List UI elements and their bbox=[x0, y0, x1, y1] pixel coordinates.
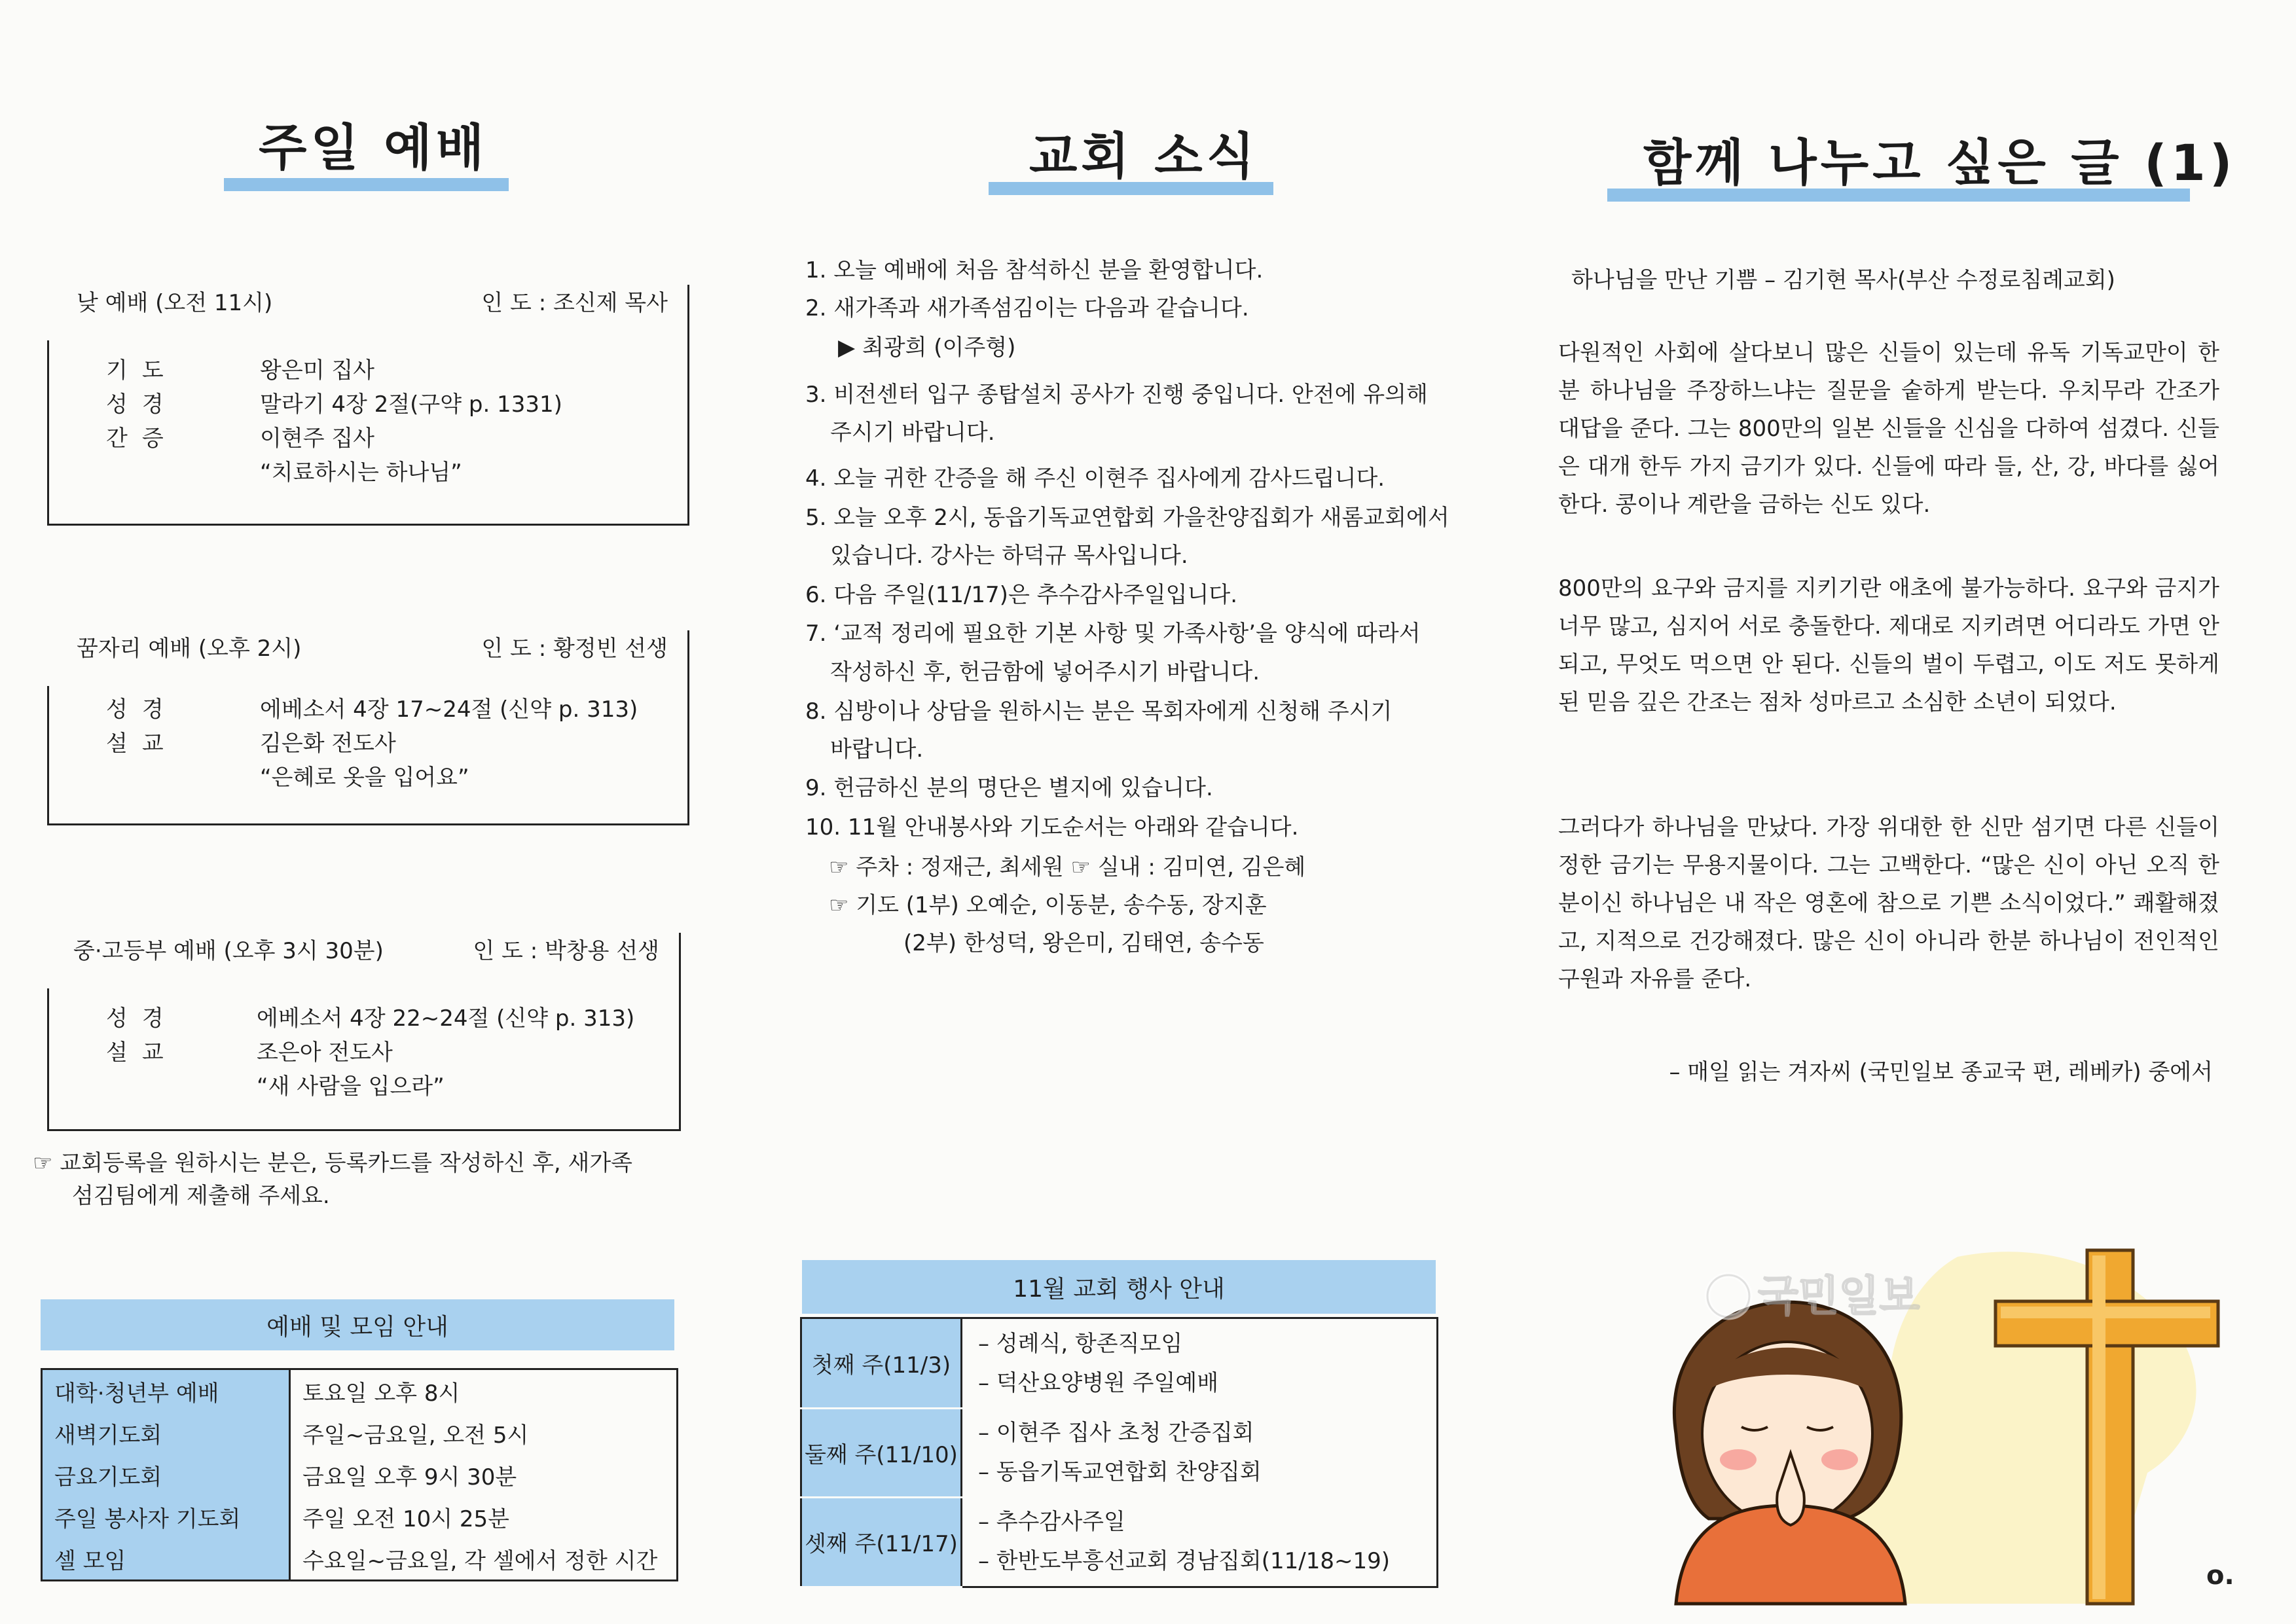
news-line: 4. 오늘 귀한 간증을 해 주신 이현주 집사에게 감사드립니다. bbox=[805, 465, 1385, 492]
table-row: 첫째 주(11/3) – 성례식, 항존직모임 – 덕산요양병원 주일예배 bbox=[801, 1318, 1438, 1409]
news-line: 9. 헌금하신 분의 명단은 별지에 있습니다. bbox=[805, 775, 1213, 801]
table-row: 둘째 주(11/10) – 이현주 집사 초청 간증집회 – 동읍기독교연합회 찬양집회 bbox=[801, 1408, 1438, 1497]
service-leader: 인 도 : 조신제 목사 bbox=[481, 290, 668, 316]
worship-title: 주일 예배 bbox=[259, 118, 488, 177]
share-paragraph-3: 그러다가 하나님을 만났다. 가장 위대한 한 신만 섬기면 다른 신들이 정한 금기는 무용지물이다. 그는 고백한다. “많은 신이 아닌 오직 한분이신 하나님은 내 작은 영혼에 참으로 기쁜 소식이었다.” 쾌활해졌고, 지적으로 건강해졌다. 많은 신이 아니라 한분 하나님이 전인적인 구원과 자유를 준다. bbox=[1558, 814, 2219, 992]
events-table-header: 11월 교회 행사 안내 bbox=[802, 1260, 1436, 1314]
info-table-header: 예배 및 모임 안내 bbox=[41, 1299, 674, 1350]
news-line: ▶ 최광희 (이주형) bbox=[838, 334, 1016, 361]
news-line: 작성하신 후, 헌금함에 넣어주시기 바랍니다. bbox=[830, 659, 1260, 685]
watermark-logo bbox=[1707, 1272, 1920, 1321]
service-name: 중·고등부 예배 (오후 3시 30분) bbox=[73, 938, 384, 964]
news-line: ☞ 기도 (1부) 오예순, 이동분, 송수동, 장지훈 bbox=[829, 892, 1267, 918]
share-title: 함께 나누고 싶은 글 (1) bbox=[1643, 134, 2236, 192]
news-line: 주시기 바랍니다. bbox=[830, 420, 995, 446]
share-source: – 매일 읽는 겨자씨 (국민일보 종교국 편, 레베카) 중에서 bbox=[1669, 1059, 2213, 1085]
table-row: 셋째 주(11/17) – 추수감사주일 – 한반도부흥선교회 경남집회(11/18~19) bbox=[801, 1497, 1438, 1587]
service-leader: 인 도 : 박창용 선생 bbox=[473, 938, 659, 964]
share-column bbox=[1558, 0, 2236, 1624]
share-subtitle: 하나님을 만난 기쁨 – 김기현 목사(부산 수정로침례교회) bbox=[1571, 267, 2115, 293]
news-column bbox=[786, 0, 1453, 1624]
news-line: 1. 오늘 예배에 처음 참석하신 분을 환영합니다. bbox=[805, 257, 1264, 283]
table-row: 대학·청년부 예배 토요일 오후 8시 bbox=[42, 1369, 678, 1413]
svg-text:국민일보: 국민일보 bbox=[1758, 1272, 1920, 1321]
news-line: 3. 비전센터 입구 종탑설치 공사가 진행 중입니다. 안전에 유의해 bbox=[805, 382, 1428, 408]
service-name: 낮 예배 (오전 11시) bbox=[77, 290, 273, 316]
news-line: 바랍니다. bbox=[830, 736, 924, 763]
table-row: 셀 모임 수요일~금요일, 각 셀에서 정한 시간 bbox=[42, 1538, 678, 1581]
events-table bbox=[800, 1317, 1438, 1588]
svg-text:o.: o. bbox=[2206, 1561, 2234, 1591]
info-table bbox=[41, 1368, 678, 1581]
service-box-day: 낮 예배 (오전 11시) 인 도 : 조신제 목사 기도 왕은미 집사 성경 말라기 4장 2절(구약 p. 1331) 간증 이현주 집사 “치료하시는 하나님” bbox=[47, 285, 689, 526]
news-line: (2부) 한성덕, 왕은미, 김태연, 송수동 bbox=[903, 930, 1264, 956]
service-box-youth: 중·고등부 예배 (오후 3시 30분) 인 도 : 박창용 선생 성경 에베소서 4장 22~24절 (신약 p. 313) 설교 조은아 전도사 “새 사람을 입으라” bbox=[47, 933, 681, 1131]
share-paragraph-2: 800만의 요구와 금지를 지키기란 애초에 불가능하다. 요구와 금지가 너무 많고, 심지어 서로 충돌한다. 제대로 지키려면 어디라도 가면 안 되고, 무엇도 먹으면 안 된다. 신들의 벌이 두렵고, 이도 저도 못하게 된 믿음 깊은 간조는 점차 성마르고 소심한 소년이 되었다. bbox=[1558, 575, 2219, 715]
news-line: 6. 다음 주일(11/17)은 추수감사주일입니다. bbox=[805, 582, 1237, 608]
registration-note: ☞ 교회등록을 원하시는 분은, 등록카드를 작성하신 후, 새가족 섬김팀에게 제출해 주세요. bbox=[33, 1150, 633, 1209]
table-row: 새벽기도회 주일~금요일, 오전 5시 bbox=[42, 1412, 678, 1454]
news-title: 교회 소식 bbox=[1029, 127, 1259, 185]
worship-column bbox=[33, 0, 694, 1624]
news-line: 2. 새가족과 새가족섬김이는 다음과 같습니다. bbox=[805, 295, 1249, 321]
praying-girl-cross-illustration bbox=[1650, 1237, 2234, 1604]
news-line: ☞ 주차 : 정재근, 최세원 ☞ 실내 : 김미연, 김은혜 bbox=[829, 854, 1306, 880]
service-name: 꿈자리 예배 (오후 2시) bbox=[77, 636, 302, 662]
service-leader: 인 도 : 황정빈 선생 bbox=[481, 636, 668, 662]
news-line: 있습니다. 강사는 하덕규 목사입니다. bbox=[830, 543, 1188, 569]
worship-title-underline bbox=[224, 178, 509, 191]
news-line: 5. 오늘 오후 2시, 동읍기독교연합회 가을찬양집회가 새롬교회에서 bbox=[805, 505, 1449, 531]
news-line: 8. 심방이나 상담을 원하시는 분은 목회자에게 신청해 주시기 bbox=[805, 698, 1393, 725]
table-row: 주일 봉사자 기도회 주일 오전 10시 25분 bbox=[42, 1496, 678, 1538]
service-box-kids: 꿈자리 예배 (오후 2시) 인 도 : 황정빈 선생 성경 에베소서 4장 17~24절 (신약 p. 313) 설교 김은화 전도사 “은혜로 옷을 입어요” bbox=[47, 630, 689, 825]
news-line: 10. 11월 안내봉사와 기도순서는 아래와 같습니다. bbox=[805, 814, 1299, 840]
table-row: 금요기도회 금요일 오후 9시 30분 bbox=[42, 1454, 678, 1496]
share-paragraph-1: 다원적인 사회에 살다보니 많은 신들이 있는데 유독 기독교만이 한 분 하나님을 주장하느냐는 질문을 숱하게 받는다. 우치무라 간조가 대답을 준다. 그는 800만의 일본 신들을 신심을 다하여 섬겼다. 신들은 대개 한두 가지 금기가 있다. 신들에 따라 들, 산, 강, 바다를 싫어한다. 콩이나 계란을 금하는 신도 있다. bbox=[1558, 340, 2219, 518]
news-line: 7. ‘교적 정리에 필요한 기본 사항 및 가족사항’을 양식에 따라서 bbox=[805, 621, 1421, 647]
